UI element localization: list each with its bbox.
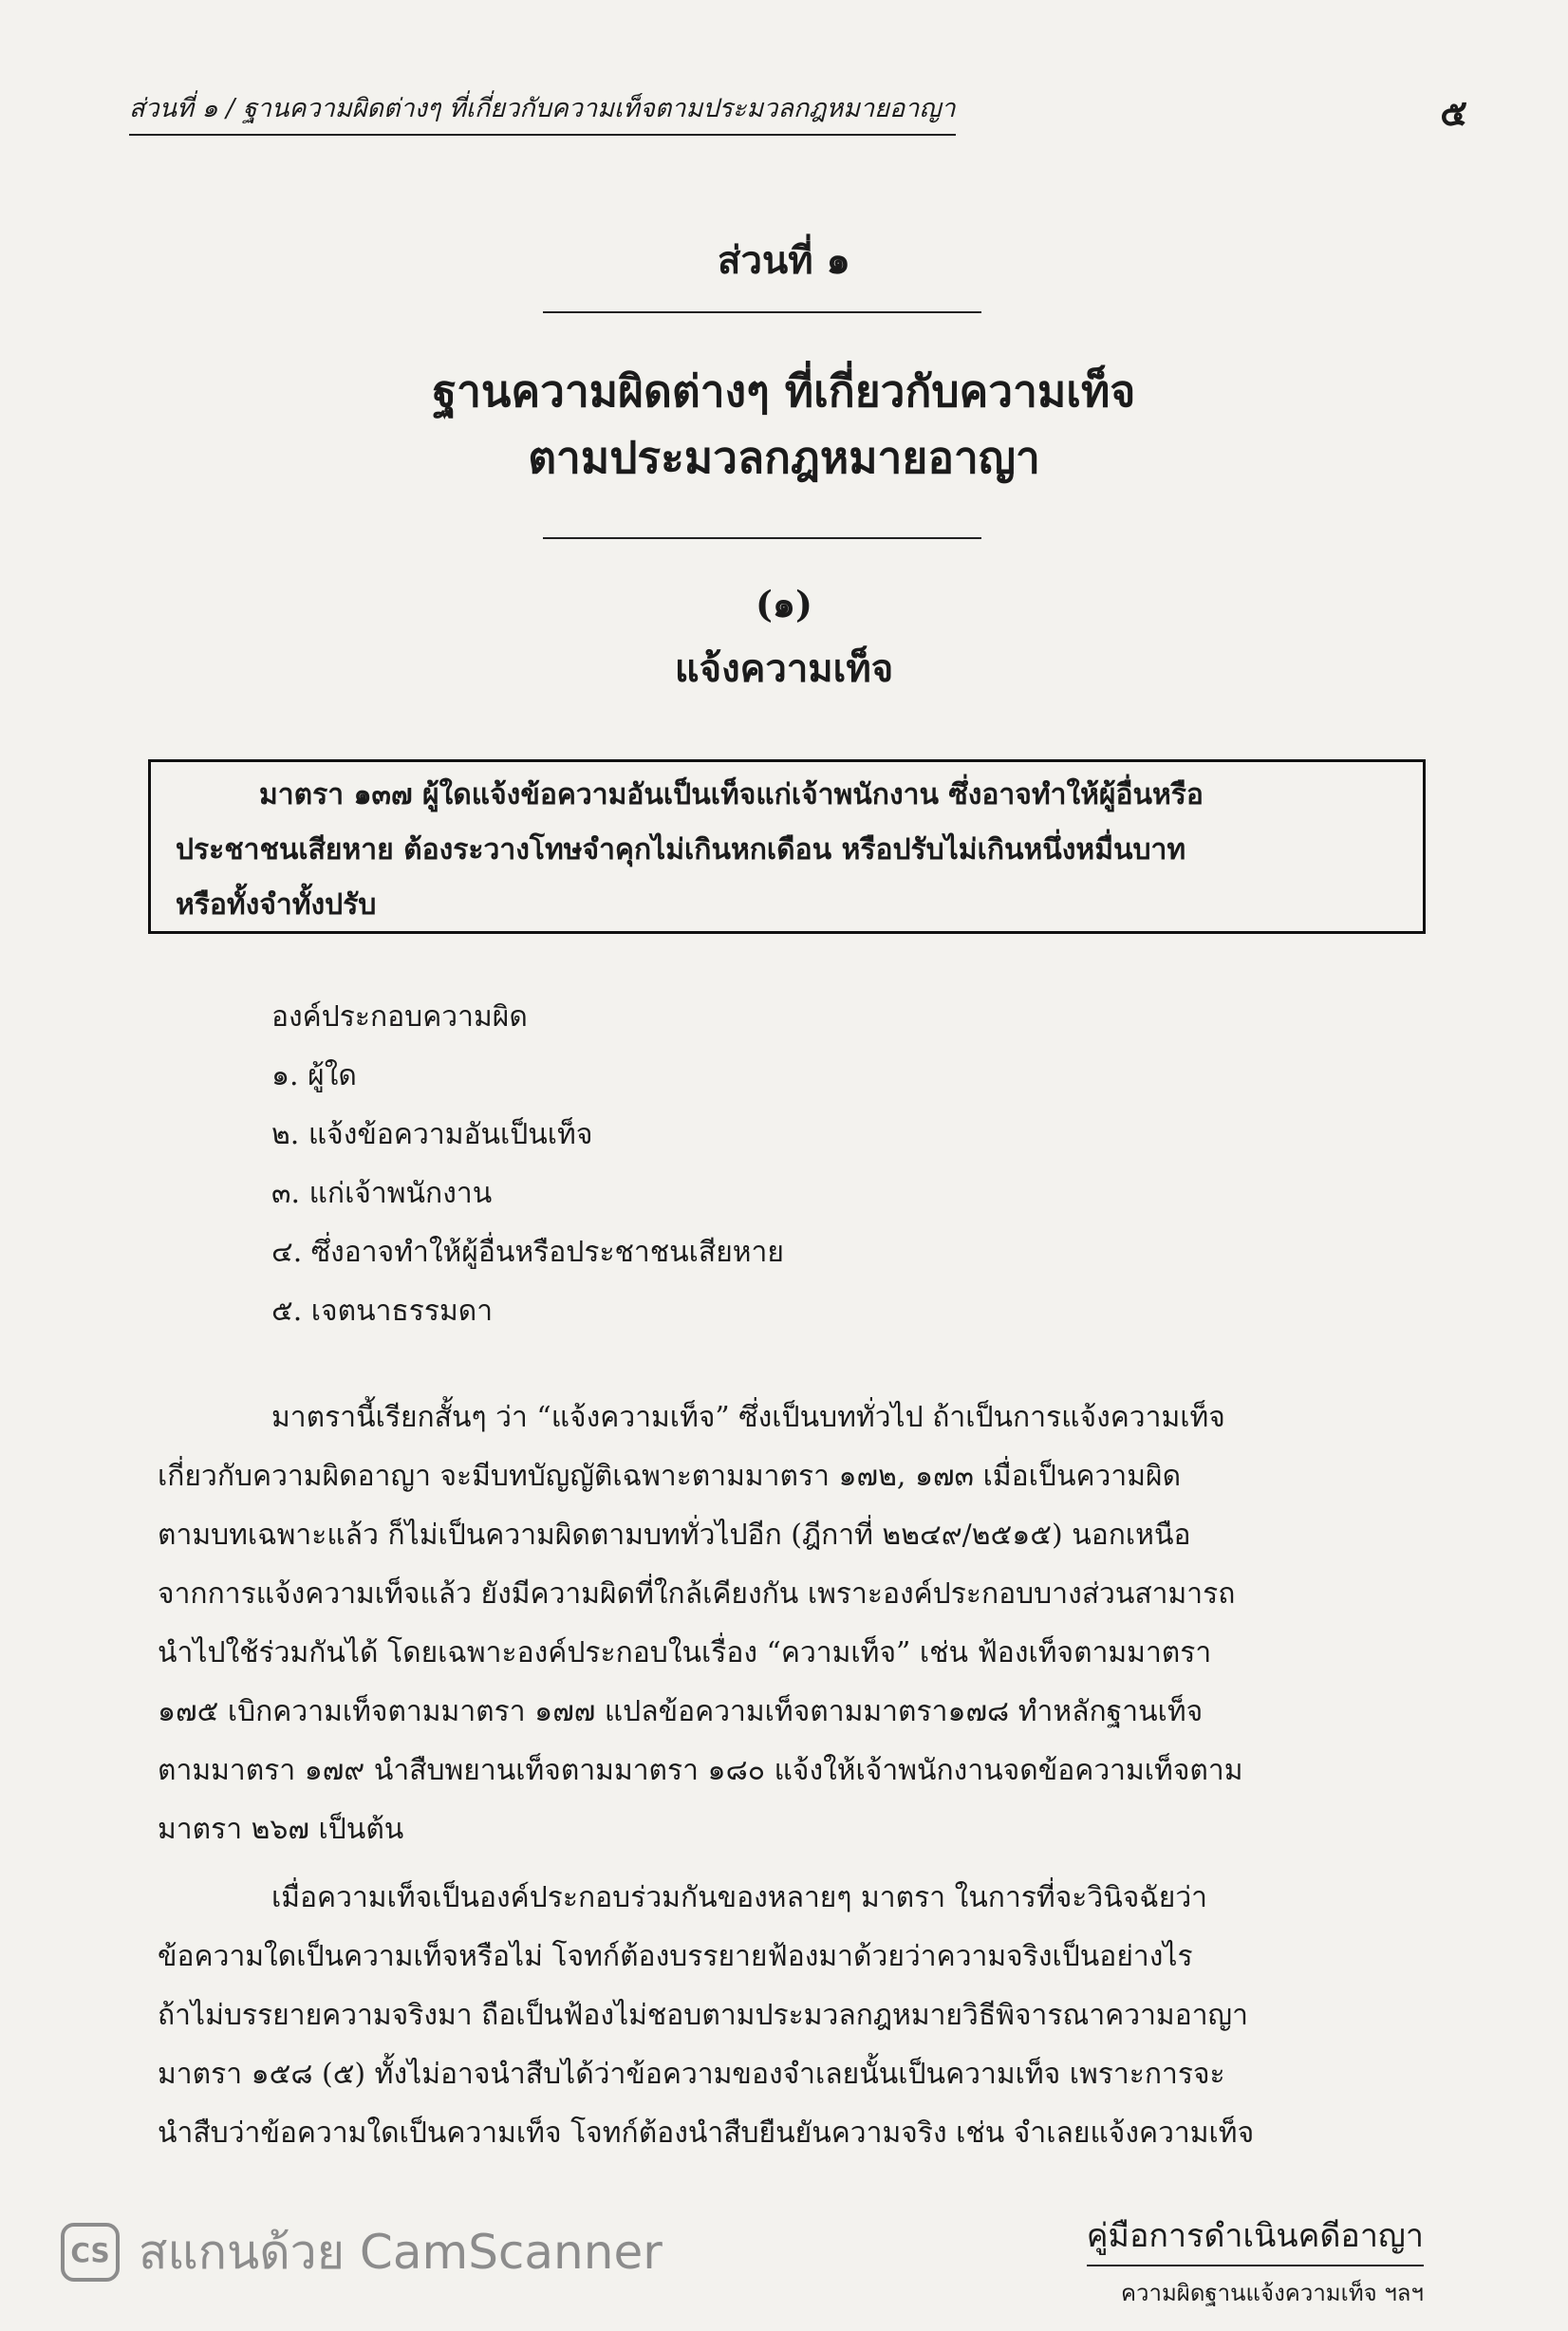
element-item: ๑. ผู้ใด bbox=[271, 1059, 357, 1092]
paragraph-line: เมื่อความเท็จเป็นองค์ประกอบร่วมกันของหลายๆ มาตรา ในการที่จะวินิจฉัยว่า bbox=[271, 1881, 1208, 1914]
running-title: ส่วนที่ ๑ / ฐานความผิดต่างๆ ที่เกี่ยวกับความเท็จตามประมวลกฎหมายอาญา bbox=[129, 87, 956, 136]
statute-line: ประชาชนเสียหาย ต้องระวางโทษจำคุกไม่เกินหกเดือน หรือปรับไม่เกินหนึ่งหมื่นบาท bbox=[176, 833, 1186, 867]
section-title-line-2: ตามประมวลกฎหมายอาญา bbox=[528, 432, 1040, 483]
camscanner-logo-icon: CS bbox=[61, 2223, 120, 2282]
divider-rule bbox=[543, 311, 981, 313]
camscanner-watermark bbox=[61, 2219, 663, 2285]
paragraph-line: เกี่ยวกับความผิดอาญา จะมีบทบัญญัติเฉพาะตามมาตรา ๑๗๒, ๑๗๓ เมื่อเป็นความผิด bbox=[158, 1460, 1182, 1493]
part-title: ส่วนที่ ๑ bbox=[718, 238, 850, 283]
statute-line: หรือทั้งจำทั้งปรับ bbox=[176, 888, 377, 922]
divider-rule bbox=[543, 537, 981, 539]
statute-box bbox=[148, 759, 1426, 934]
paragraph-line: ตามมาตรา ๑๗๙ นำสืบพยานเท็จตามมาตรา ๑๘๐ แจ้งให้เจ้าพนักงานจดข้อความเท็จตาม bbox=[158, 1754, 1243, 1787]
page-number: ๕ bbox=[1440, 91, 1467, 134]
paragraph-line: นำไปใช้ร่วมกันได้ โดยเฉพาะองค์ประกอบในเรื่อง “ความเท็จ” เช่น ฟ้องเท็จตามมาตรา bbox=[158, 1636, 1212, 1669]
elements-heading: องค์ประกอบความผิด bbox=[271, 1000, 528, 1034]
footer-brand-title: คู่มือการดำเนินคดีอาญา bbox=[1087, 2210, 1424, 2266]
paragraph-line: ตามบทเฉพาะแล้ว ก็ไม่เป็นความผิดตามบททั่วไปอีก (ฎีกาที่ ๒๒๔๙/๒๕๑๕) นอกเหนือ bbox=[158, 1519, 1191, 1552]
element-item: ๒. แจ้งข้อความอันเป็นเท็จ bbox=[271, 1118, 593, 1151]
paragraph-line: นำสืบว่าข้อความใดเป็นความเท็จ โจทก์ต้องนำสืบยืนยันความจริง เช่น จำเลยแจ้งความเท็จ bbox=[158, 2117, 1255, 2150]
running-header bbox=[129, 87, 1467, 136]
footer-brand bbox=[1087, 2210, 1424, 2311]
statute-line: มาตรา ๑๓๗ ผู้ใดแจ้งข้อความอันเป็นเท็จแก่เจ้าพนักงาน ซึ่งอาจทำให้ผู้อื่นหรือ bbox=[259, 778, 1204, 811]
chapter-title: แจ้งความเท็จ bbox=[674, 646, 894, 691]
element-item: ๔. ซึ่งอาจทำให้ผู้อื่นหรือประชาชนเสียหาย bbox=[271, 1236, 784, 1269]
paragraph-line: ๑๗๕ เบิกความเท็จตามมาตรา ๑๗๗ แปลข้อความเท็จตามมาตรา๑๗๘ ทำหลักฐานเท็จ bbox=[158, 1695, 1204, 1728]
paragraph-line: มาตรา ๑๕๘ (๕) ทั้งไม่อาจนำสืบได้ว่าข้อความของจำเลยนั้นเป็นความเท็จ เพราะการจะ bbox=[158, 2058, 1225, 2091]
paragraph-line: จากการแจ้งความเท็จแล้ว ยังมีความผิดที่ใกล้เคียงกัน เพราะองค์ประกอบบางส่วนสามารถ bbox=[158, 1577, 1236, 1611]
chapter-number: (๑) bbox=[755, 583, 813, 625]
element-item: ๓. แก่เจ้าพนักงาน bbox=[271, 1177, 493, 1210]
paragraph-line: ข้อความใดเป็นความเท็จหรือไม่ โจทก์ต้องบรรยายฟ้องมาด้วยว่าความจริงเป็นอย่างไร bbox=[158, 1940, 1193, 1973]
paragraph-line: มาตรา ๒๖๗ เป็นต้น bbox=[158, 1813, 404, 1846]
paragraph-line: ถ้าไม่บรรยายความจริงมา ถือเป็นฟ้องไม่ชอบตามประมวลกฎหมายวิธีพิจารณาความอาญา bbox=[158, 1999, 1248, 2032]
paragraph-line: มาตรานี้เรียกสั้นๆ ว่า “แจ้งความเท็จ” ซึ่งเป็นบททั่วไป ถ้าเป็นการแจ้งความเท็จ bbox=[271, 1401, 1225, 1434]
footer-brand-subtitle: ความผิดฐานแจ้งความเท็จ ฯลฯ bbox=[1120, 2280, 1424, 2306]
watermark-text: สแกนด้วย CamScanner bbox=[139, 2224, 663, 2280]
section-title-line-1: ฐานความผิดต่างๆ ที่เกี่ยวกับความเท็จ bbox=[432, 365, 1136, 417]
element-item: ๕. เจตนาธรรมดา bbox=[271, 1295, 494, 1328]
